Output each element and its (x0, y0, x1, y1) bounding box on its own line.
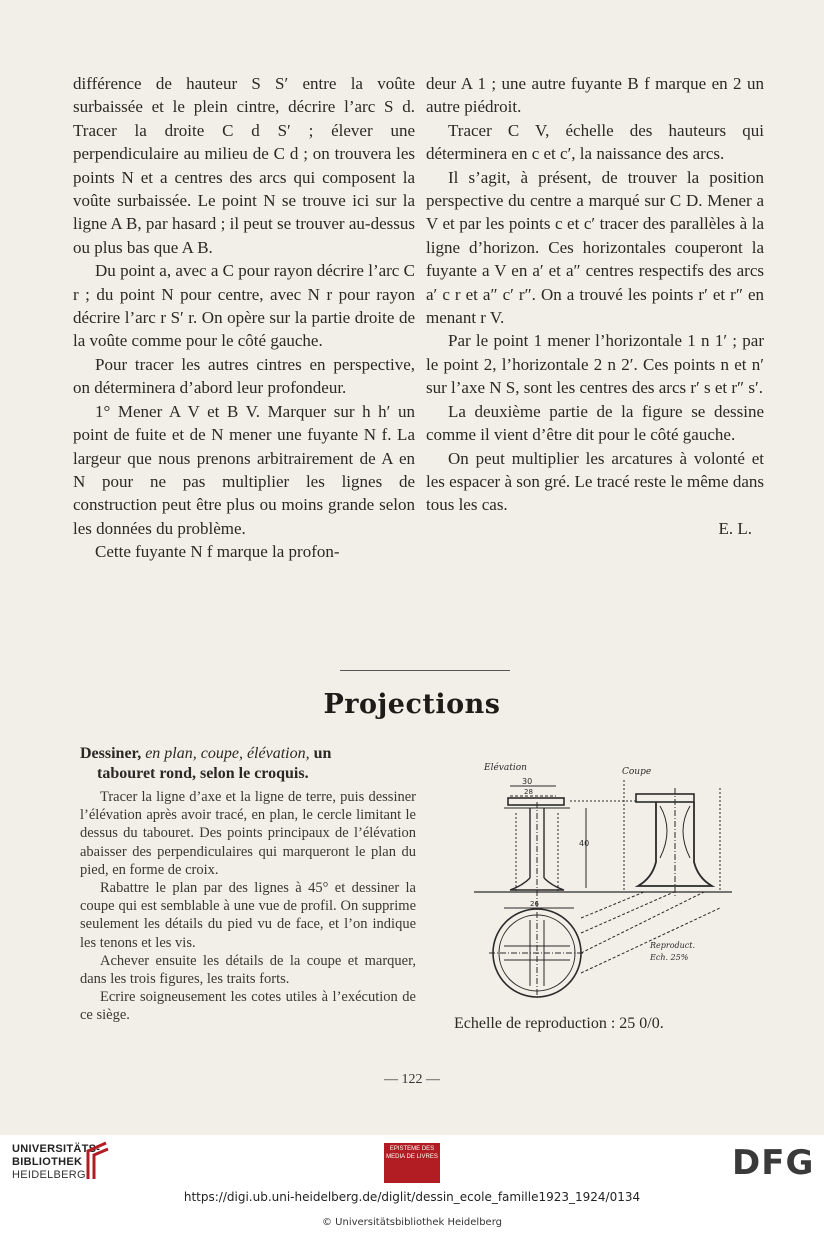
paragraph: différence de hauteur S S′ entre la voûte surbaissée et le plein cintre, décrire l’arc S d. Tracer la droite C d S′ ; élever une perpendiculaire au milieu de C d ; on trouvera les points N et a centres des arcs qui composent la voûte surbaissée. Le point N se trouve ici sur la ligne A B, par hasard ; il peut se trouver au-dessus ou plus bas que A B. (73, 74, 415, 257)
library-emblem-icon (82, 1141, 112, 1181)
signature: E. L. (718, 518, 752, 538)
page-number: — 122 — (384, 1072, 440, 1087)
paragraph: Tracer C V, échelle des hauteurs qui déterminera en c et c′, la naissance des arcs. (426, 120, 764, 164)
exercise-views: en plan, coupe, élévation, (145, 745, 310, 762)
paragraph: Cette fuyante N f marque la profon- (95, 542, 340, 562)
instruction-paragraph: Tracer la ligne d’axe et la ligne de terre, puis dessiner l’élévation après avoir tracé, en plan, le cercle limitant le dessus du tabouret. Des points principaux de l’élévation abaisser des perpendiculaires qui marqueront le plan du pied, en forme de croix. (80, 789, 416, 878)
viewer-footer (0, 1135, 824, 1237)
instruction-paragraph: Achever ensuite les détails de la coupe et marquer, dans les trois figures, les traits forts. (80, 952, 416, 988)
reproduction-note: Reproduct. (650, 941, 696, 950)
copyright-notice: © Universitätsbibliothek Heidelberg (321, 1217, 502, 1228)
logo-line: HEIDELBERG (12, 1169, 86, 1181)
dimension-30: 30 (522, 777, 533, 786)
instruction-paragraph: Rabattre le plan par des lignes à 45° et dessiner la coupe qui est semblable à une vue de profil. On supprime seulement les détails du pied vu de face, et l’on indique les tenons et les vis. (80, 880, 416, 951)
dfg-logo[interactable]: DFG (732, 1143, 815, 1183)
logo-line: UNIVERSITÄTS- (12, 1143, 101, 1155)
instruction-paragraph: Ecrire soigneusement les cotes utiles à l’exécution de ce siège. (80, 989, 416, 1024)
instructions-text (80, 788, 416, 1025)
paragraph: 1° Mener A V et B V. Marquer sur h h′ un point de fuite et de N mener une fuyante N f. La largeur que nous prenons arbitrairement de A en N pour ne pas multiplier les lignes de construction peut être plus ou moins grande selon les données du problème. (73, 401, 415, 538)
paragraph: Il s’agit, à présent, de trouver la position perspective du centre a marqué sur C D. Mener a V et par les points c et c′ tracer des parallèles à la ligne d’horizon. Ces horizontales couperont la fuyante a V en a′ et a″ centres respectifs des arcs a′ c r et a″ c′ r″. On a trouvé les points r′ et r″ en menant r V. (426, 167, 764, 328)
right-text-column (426, 72, 764, 540)
coupe-label: Coupe (622, 767, 652, 777)
figure-caption: Echelle de reproduction : 25 0/0. (454, 1015, 664, 1032)
exercise-object: tabouret rond, selon le croquis. (97, 765, 309, 782)
paragraph: Par le point 1 mener l’horizontale 1 n 1′ ; par le point 2, l’horizontale 2 n 2′. Ces points n et n′ sur l’axe N S, sont les centres des arcs r′ s et r″ s′. (426, 331, 764, 398)
section-divider (340, 670, 510, 671)
exercise-tail: un (313, 745, 332, 762)
scale-note: Ech. 25% (650, 953, 689, 962)
left-text-column (73, 72, 415, 564)
paragraph: deur A 1 ; une autre fuyante B f marque en 2 un autre piédroit. (426, 74, 764, 117)
dimension-26: 26 (530, 900, 539, 908)
dimension-40: 40 (579, 839, 590, 848)
exercise-statement (80, 744, 420, 784)
section-title: Projections (323, 689, 501, 720)
elevation-label: Elévation (484, 763, 527, 773)
paragraph: Du point a, avec a C pour rayon décrire l’arc C r ; du point N pour centre, avec N r pour rayon décrire l’arc r S′ r. On opère sur la partie droite de la voûte comme pour le côté gauche. (73, 261, 415, 351)
dimension-28: 28 (524, 788, 533, 796)
exercise-lead: Dessiner, (80, 745, 142, 762)
permalink[interactable]: https://digi.ub.uni-heidelberg.de/diglit/dessin_ecole_famille1923_1924/0134 (183, 1190, 641, 1204)
logo-line: BIBLIOTHEK (12, 1156, 83, 1168)
stool-technical-drawing (474, 758, 764, 1008)
paragraph: On peut multiplier les arcatures à volonté et les espacer à son gré. Le tracé reste le même dans tous les cas. (426, 448, 764, 515)
paragraph: La deuxième partie de la figure se dessine comme il vient d’être dit pour le côté gauche. (426, 401, 764, 445)
paragraph: Pour tracer les autres cintres en perspective, on déterminera d’abord leur profondeur. (73, 354, 415, 398)
partner-logo[interactable]: EPISTEME DES MEDIA DE LIVRES (384, 1143, 440, 1183)
